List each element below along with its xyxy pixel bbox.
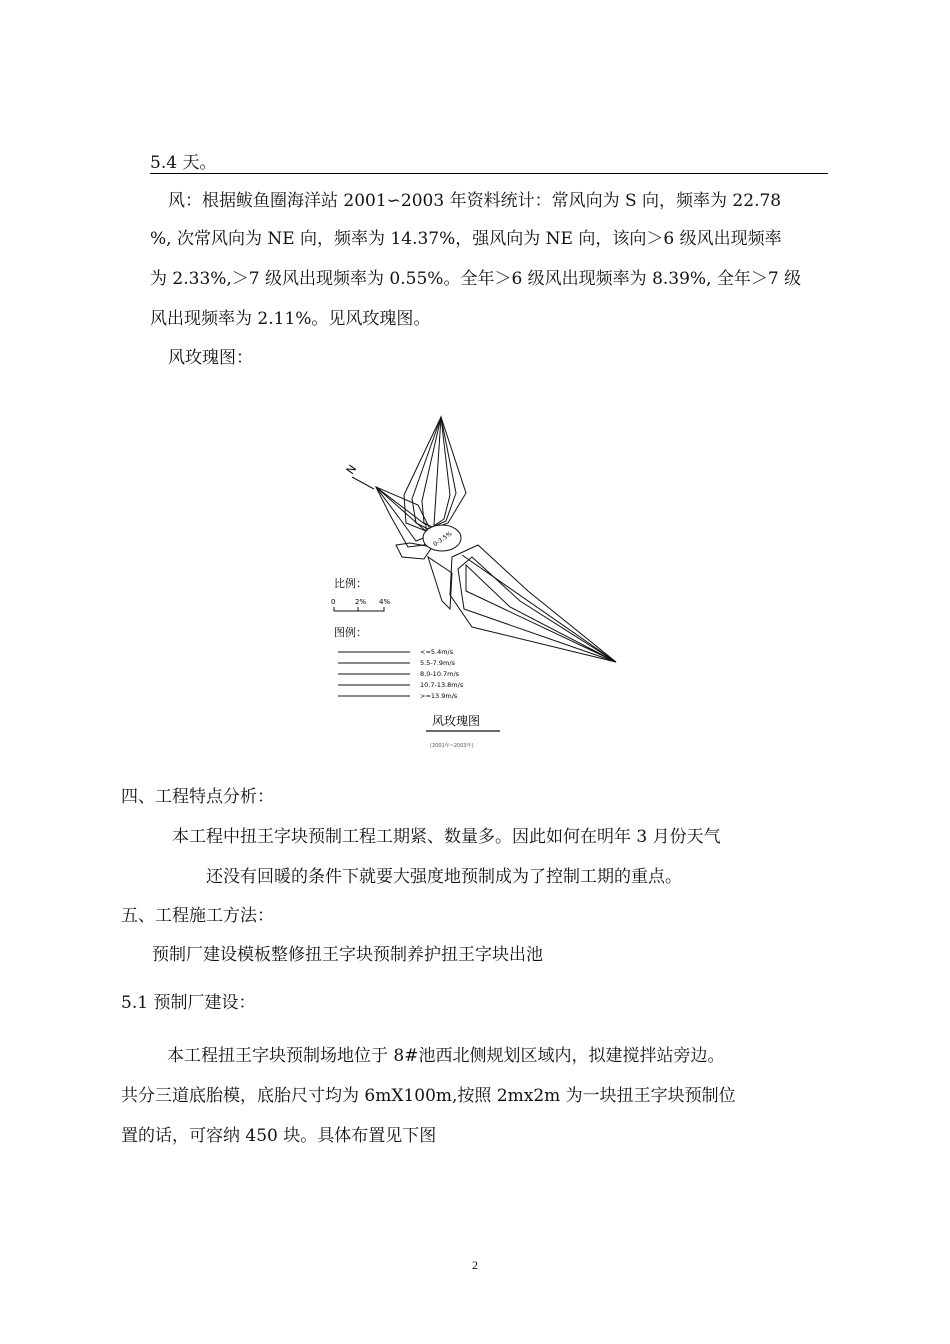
legend-label-3: 8.0-10.7m/s	[420, 670, 460, 678]
north-label: N	[343, 462, 360, 477]
scale-tick-4: 4%	[379, 598, 391, 606]
figure-caption: 风玫瑰图	[432, 714, 481, 728]
text-line-10: 共分三道底胎模，底胎尺寸均为 6mX100m,按照 2mx2m 为一块扭王字块预制位	[121, 1086, 736, 1106]
text-line-5: 风出现频率为 2.11%。见风玫瑰图。	[150, 309, 431, 329]
legend-label-2: 5.5-7.9m/s	[420, 659, 455, 667]
wind-rose-petal-sw	[428, 557, 452, 609]
text-line-2: 风：根据鲅鱼圈海洋站 2001∽2003 年资料统计：常风向为 S 向，频率为 22.78	[168, 191, 782, 211]
text-line-6: 风玫瑰图：	[168, 348, 253, 368]
text-line-7: 本工程中扭王字块预制工程工期紧、数量多。因此如何在明年 3 月份天气	[172, 827, 721, 847]
text-line-3: %, 次常风向为 NE 向，频率为 14.37%，强风向为 NE 向，该向＞6 级风出现频率	[150, 229, 782, 249]
section-heading-5: 五、工程施工方法：	[121, 906, 274, 926]
scale-bar	[334, 607, 384, 611]
scale-tick-0: 0	[331, 598, 336, 606]
scale-tick-2: 2%	[355, 598, 367, 606]
process-flow-line: 预制厂建设模板整修扭王字块预制养护扭王字块出池	[152, 945, 543, 965]
header-rule	[150, 173, 828, 174]
text-line-11: 置的话，可容纳 450 块。具体布置见下图	[121, 1126, 437, 1146]
figure-subcaption: (2001年~2003年)	[430, 743, 474, 749]
legend-label-4: 10.7-13.8m/s	[420, 681, 464, 689]
subsection-heading-5-1: 5.1 预制厂建设：	[121, 993, 256, 1013]
page-number: 2	[472, 1258, 478, 1272]
wind-rose-petal-s	[450, 545, 616, 662]
wind-rose-petal-ne	[404, 417, 466, 531]
text-line-9: 本工程扭王字块预制场地位于 8#池西北侧规划区域内，拟建搅拌站旁边。	[167, 1046, 725, 1066]
scale-title: 比例：	[334, 577, 367, 590]
legend-label-5: >=13.9m/s	[420, 692, 458, 700]
text-line-8: 还没有回暖的条件下就要大强度地预制成为了控制工期的重点。	[206, 867, 682, 887]
section-heading-4: 四、工程特点分析：	[121, 787, 274, 807]
text-line-4: 为 2.33%,＞7 级风出现频率为 0.55%。全年＞6 级风出现频率为 8.39%, 全年＞7 级	[150, 269, 802, 289]
legend-title: 图例：	[334, 626, 367, 639]
wind-rose-figure	[300, 395, 660, 765]
text-line-1: 5.4 天。	[150, 153, 217, 173]
calm-label: 0-3.5%	[432, 530, 454, 549]
north-arrow	[352, 477, 374, 489]
legend-label-1: <=5.4m/s	[420, 648, 454, 656]
